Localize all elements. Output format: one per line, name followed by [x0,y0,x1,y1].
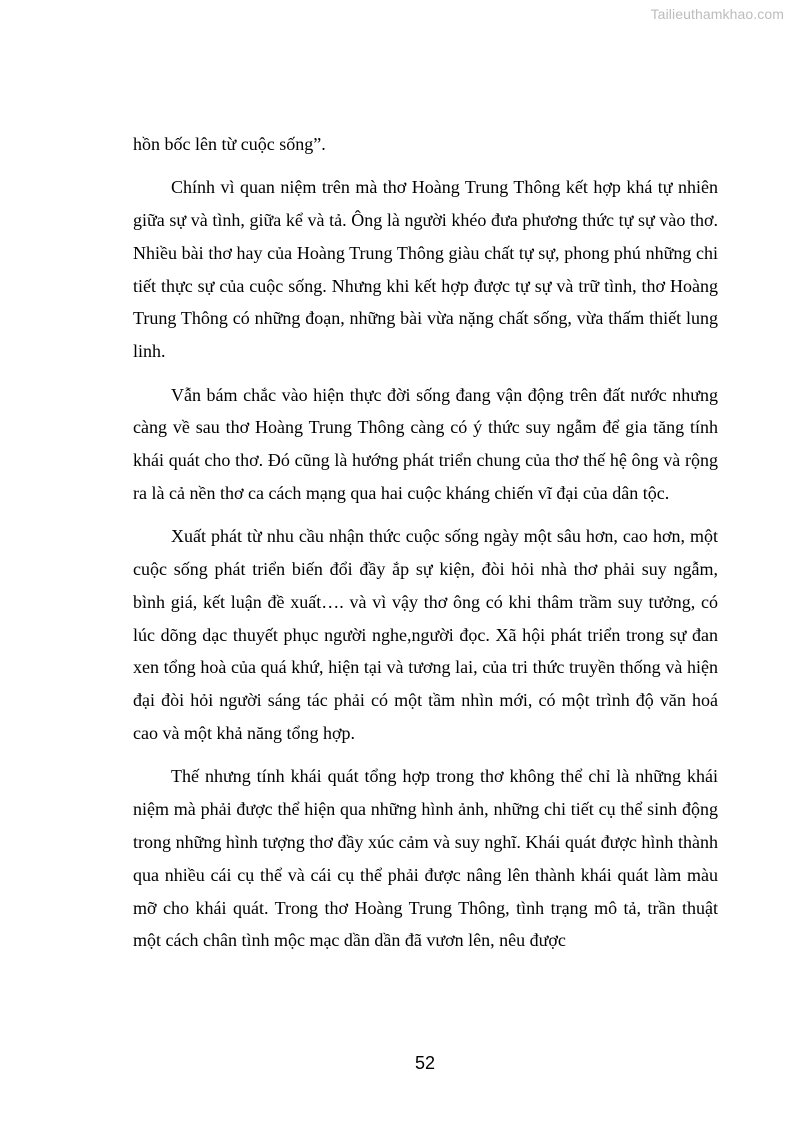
paragraph: Chính vì quan niệm trên mà thơ Hoàng Trung Thông kết hợp khá tự nhiên giữa sự và tình, giữa kể và tả. Ông là người khéo đưa phương thức tự sự vào thơ. Nhiều bài thơ hay của Hoàng Trung Thông giàu chất tự sự, phong phú những chi tiết thực sự của cuộc sống. Nhưng khi kết hợp được tự sự và trữ tình, thơ Hoàng Trung Thông có những đoạn, những bài vừa nặng chất sống, vừa thấm thiết lung linh. [133,177,718,362]
paragraph-continuation: hồn bốc lên từ cuộc sống”. [133,134,326,154]
paragraph: Thế nhưng tính khái quát tổng hợp trong thơ không thể chỉ là những khái niệm mà phải được thể hiện qua những hình ảnh, những chi tiết cụ thể sinh động trong những hình tượng thơ đầy xúc cảm và suy nghĩ. Khái quát được hình thành qua nhiều cái cụ thể và cái cụ thể phải được nâng lên thành khái quát làm màu mỡ cho khái quát. Trong thơ Hoàng Trung Thông, tình trạng mô tả, trần thuật một cách chân tình mộc mạc dần dần đã vươn lên, nêu được [133,766,718,951]
paragraph: Xuất phát từ nhu cầu nhận thức cuộc sống ngày một sâu hơn, cao hơn, một cuộc sống phát triển biến đổi đầy ắp sự kiện, đòi hỏi nhà thơ phải suy ngẫm, bình giá, kết luận đề xuất…. và vì vậy thơ ông có khi thâm trầm suy tưởng, có lúc dõng dạc thuyết phục người nghe,người đọc. Xã hội phát triển trong sự đan xen tổng hoà của quá khứ, hiện tại và tương lai, của tri thức truyền thống và hiện đại đòi hỏi người sáng tác phải có một tầm nhìn mới, có một trình độ văn hoá cao và một khả năng tổng hợp. [133,526,718,744]
page-body [133,128,718,968]
paragraph: Vẫn bám chắc vào hiện thực đời sống đang vận động trên đất nước nhưng càng về sau thơ Hoàng Trung Thông càng có ý thức suy ngẫm để gia tăng tính khái quát cho thơ. Đó cũng là hướng phát triển chung của thơ thế hệ ông và rộng ra là cả nền thơ ca cách mạng qua hai cuộc kháng chiến vĩ đại của dân tộc. [133,384,718,503]
watermark: Tailieuthamkhao.com [650,6,784,22]
page-number: 52 [414,1053,436,1073]
